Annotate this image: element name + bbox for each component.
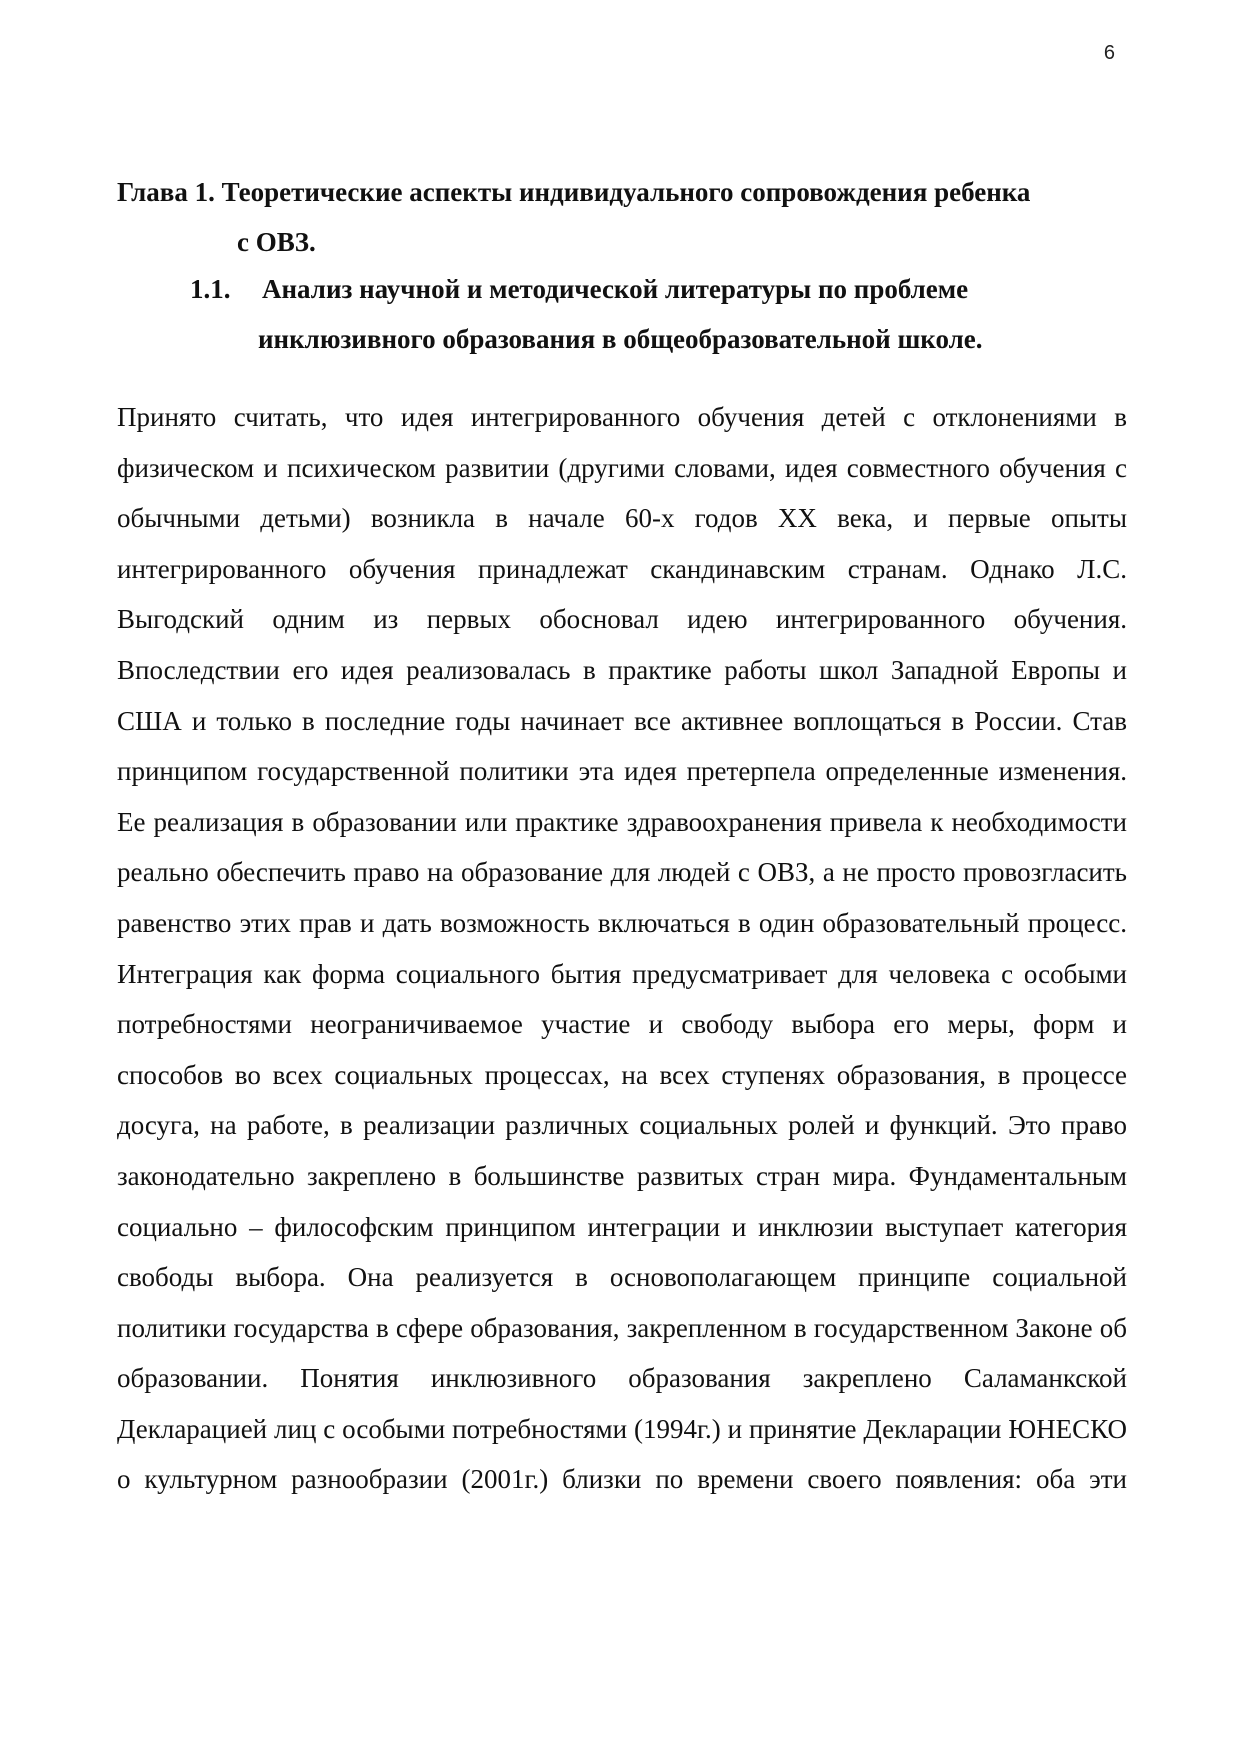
body-paragraph: Принято считать, что идея интегрированного обучения детей с отклонениями в физическом и психическом развитии (другими словами, идея совместного обучения с обычными детьми) возникла в начале 60-х годов XX века, и первые опыты интегрированного обучения принадлежат скандинавским странам. Однако Л.С. Выгодский одним из первых обосновал идею интегрированного обучения. Впоследствии его идея реализовалась в практике работы школ Западной Европы и США и только в последние годы начинает все активнее воплощаться в России. Став принципом государственной политики эта идея претерпела определенные изменения. Ее реализация в образовании или практике здравоохранения привела к необходимости реально обеспечить право на образование для людей с ОВЗ, а не просто провозгласить равенство этих прав и дать возможность включаться в один образовательный процесс. Интеграция как форма социального бытия предусматривает для человека с особыми потребностями неограничиваемое участие и свободу выбора его меры, форм и способов во всех социальных процессах, на всех ступенях образования, в процессе досуга, на работе, в реализации различных социальных ролей и функций. Это право законодательно закреплено в большинстве развитых стран мира. Фундаментальным социально – философским принципом интеграции и инклюзии выступает категория свободы выбора. Она реализуется в основополагающем принципе социальной политики государства в сфере образования, закрепленном в государственном Законе об образовании. Понятия инклюзивного образования закреплено Саламанкской Декларацией лиц с особыми потребностями (1994г.) и принятие Декларации ЮНЕСКО о культурном разнообразии (2001г.) близки по времени своего появления: оба эти: [117, 402, 1127, 1495]
section-number: 1.1.: [190, 274, 231, 304]
section-title-line1: Анализ научной и методической литературы по проблеме: [262, 274, 969, 304]
chapter-title-line1: Глава 1. Теоретические аспекты индивидуального сопровождения ребенка: [117, 177, 1031, 207]
chapter-title: [117, 167, 1127, 267]
page-number: 6: [1103, 42, 1115, 64]
chapter-title-line2: с ОВЗ.: [237, 227, 316, 257]
section-title-line2: инклюзивного образования в общеобразовательной школе.: [258, 324, 983, 354]
section-title: [190, 264, 1090, 364]
